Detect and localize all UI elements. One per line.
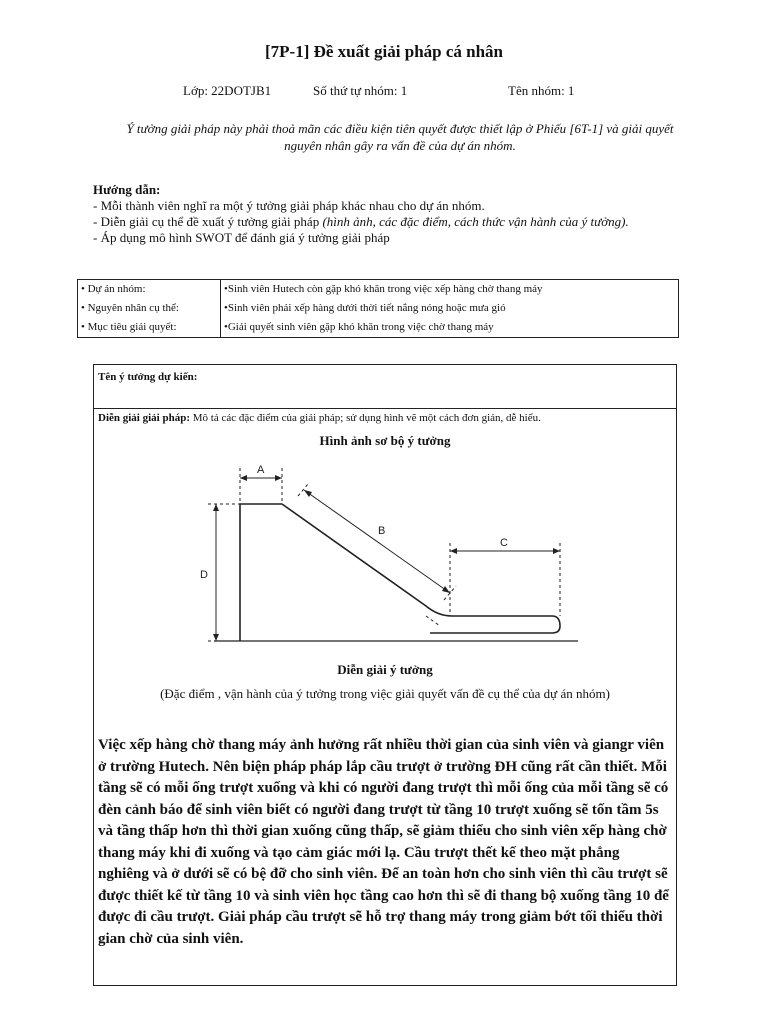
dim-d-label: D xyxy=(200,569,208,581)
guide-line-1: - Mỗi thành viên nghĩ ra một ý tưởng giải pháp khác nhau cho dự án nhóm. xyxy=(93,198,485,213)
idea-name-label: Tên ý tưởng dự kiến: xyxy=(98,371,198,383)
value-goal: •Giải quyết sinh viên gặp khó khăn trong việc chờ thang máy xyxy=(224,321,494,333)
table-labels-cell xyxy=(78,280,221,338)
guide-heading: Hướng dẫn: xyxy=(93,182,161,197)
idea-box xyxy=(93,364,677,986)
guide-section xyxy=(93,182,693,246)
guide-line-2-italic: (hình ảnh, các đặc điểm, cách thức vận hành của ý tưởng). xyxy=(322,214,629,229)
dim-a-label: A xyxy=(257,464,265,476)
project-info-table xyxy=(77,279,679,338)
slide-diagram xyxy=(200,448,580,658)
guide-line-2-text: - Diễn giải cụ thể đề xuất ý tưởng giải pháp xyxy=(93,214,323,229)
dim-b-label: B xyxy=(378,525,386,537)
dim-c-label: C xyxy=(500,537,508,549)
table-values-cell xyxy=(221,280,679,338)
group-name-label: Tên nhóm: 1 xyxy=(508,83,575,98)
label-project: • Dự án nhóm: xyxy=(81,283,146,295)
explain-body: Việc xếp hàng chờ thang máy ảnh hưởng rất nhiều thời gian của sinh viên và giangr viên ở trường Hutech. Nên biện pháp pháp lắp cầu trượt ở trường ĐH cũng rất cần thiết. Mỗi tầng sẽ có mỗi ống trượt xuống và khi có người đang trượt thì mỗi ống của mỗi tầng sẽ có đèn cảnh báo để sinh viên biết có người đang trượt từ tầng 10 trượt xuống sẽ tốn tầm 5s và tầng thấp hơn thì thời gian xuống cũng thấp, sẽ giảm thiểu cho sinh viên xếp hàng chờ thang máy khi đi xuống và tạo cảm giác mới lạ. Cầu trượt thết kế theo mặt phẳng nghiêng và ở dưới sẽ có bệ đỡ cho sinh viên. Để an toàn hơn cho sinh viên thì cầu trượt sẽ được thiết kế từ tầng 10 và sinh viên học tầng cao hơn thì sẽ đi thang bộ xuống tầng 10 để được đi cầu trượt. Giải pháp cầu trượt sẽ hỗ trợ thang máy trong giảm bớt tối thiểu thời gian chờ của sinh viên. xyxy=(98,737,669,947)
intro-note: Ý tưởng giải pháp này phải thoả mãn các điều kiện tiên quyết được thiết lập ở Phiếu [6T-1] và giải quyết nguyên nhân gây ra vấn đề của dự án nhóm. xyxy=(126,121,674,153)
solution-description-label: Diễn giải giải pháp: xyxy=(98,412,190,424)
guide-line-2 xyxy=(93,214,693,230)
solution-description-line xyxy=(98,412,541,424)
explain-subtitle: (Đặc điểm , vận hành của ý tưởng trong việc giải quyết vấn đề cụ thể của dự án nhóm) xyxy=(160,686,610,701)
solution-description-text: Mô tả các đặc điểm của giải pháp; sử dụng hình vẽ một cách đơn giản, dễ hiểu. xyxy=(190,412,541,424)
explain-title: Diễn giải ý tưởng xyxy=(337,662,433,677)
guide-line-3: - Áp dụng mô hình SWOT để đánh giá ý tưởng giải pháp xyxy=(93,230,390,245)
image-title: Hình ảnh sơ bộ ý tưởng xyxy=(319,433,451,448)
value-cause: •Sinh viên phải xếp hàng dưới thời tiết nắng nóng hoặc mưa gió xyxy=(224,302,506,314)
page-title: [7P-1] Đề xuất giải pháp cá nhân xyxy=(264,42,504,61)
label-cause: • Nguyên nhân cụ thể: xyxy=(81,302,179,314)
label-goal: • Mục tiêu giải quyết: xyxy=(81,321,177,333)
idea-name-row xyxy=(94,365,676,409)
dim-b-line xyxy=(304,490,450,593)
class-label: Lớp: 22DOTJB1 xyxy=(183,83,272,98)
group-number-label: Số thứ tự nhóm: 1 xyxy=(313,83,408,98)
slide-outline xyxy=(240,504,560,641)
value-project: •Sinh viên Hutech còn gặp khó khăn trong việc xếp hàng chờ thang máy xyxy=(224,283,543,295)
